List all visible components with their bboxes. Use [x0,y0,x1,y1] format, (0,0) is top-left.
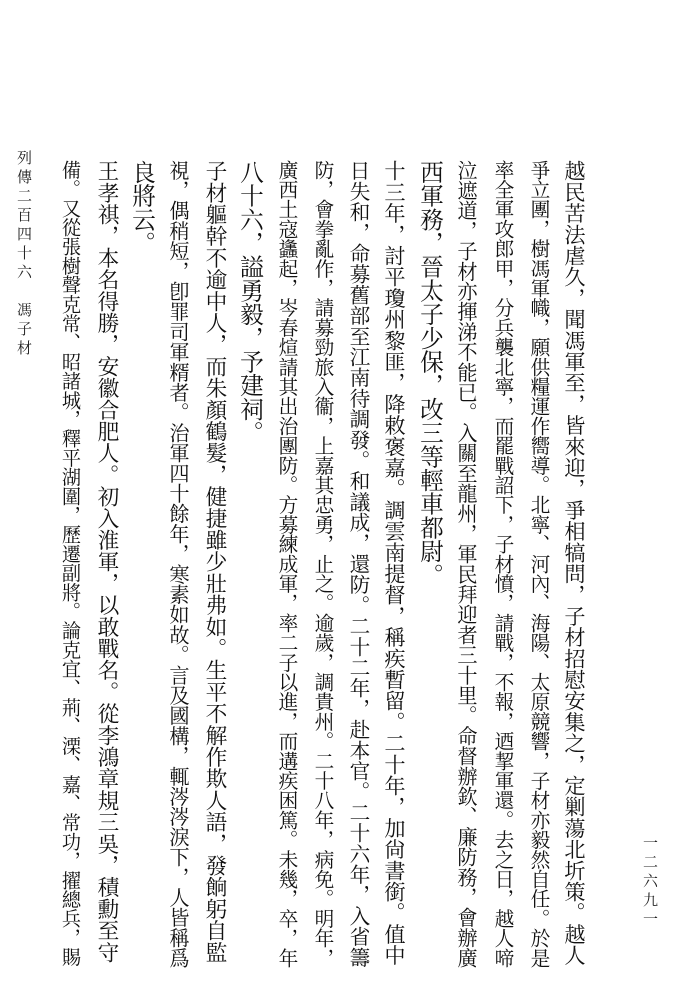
text-column-15: 備。又從張樹聲克常、昭諸城，釋平湖圍，歷遷副將。論克宜、荊、溧、嘉、常功，擢總兵，賜 [59,160,82,967]
running-title: 列傳二百四十六 馮子材 [15,150,33,359]
text-column-12: 視，偶稍短，卽罪司軍糈者。治軍四十餘年，寒素如故。言及國構，輒涔涔淚下，人皆稱爲 [166,160,190,968]
text-column-4: 泣遮道，子材亦揮涕不能已。入關至龍州，軍民拜迎者三十里。命督辦欽、廉防務，會辦廣 [454,160,478,968]
text-column-11: 子材軀幹不逾中人，而朱顏鶴髮，健捷雖少壯弗如。生平不解作欺人語，發餉躬自監 [202,160,227,963]
text-column-14: 王孝祺，本名得勝，安徽合肥人。初入淮軍，以敢戰名。從李鴻章規三吳，積勳至守 [94,160,119,963]
text-column-2: 爭立團，樹馮軍幟，願供糧運作嚮導。北寧、河內、海陽、太原競響，子材亦毅然自任。於是 [527,160,550,968]
text-column-3: 率全軍攻郎甲，分兵襲北寧，而罷戰詔下，子材憤，請戰，不報，迺挈軍還。去之日，越人啼 [491,160,514,968]
text-column-5: 西軍務，晉太子少保，改三等輕車都尉。 [416,160,444,587]
text-column-10: 八十六，謚勇毅，予建祠。 [236,160,264,445]
page-number: 一二六九一 [641,835,659,930]
text-column-6: 十三年，討平瓊州黎匪，降敕褒嘉。調雲南提督，稱疾暫留。二十年，加尙書銜。值中 [382,160,407,966]
text-column-8: 防，會拳亂作，請募勁旅入衞，上嘉其忠勇，止之。逾歲，調貴州。二十八年，病免。明年， [311,160,334,968]
text-column-9: 廣西土寇蠭起，岑春煊請其出治團防。方募練成軍，率二子以進，而遘疾困篤。未幾，卒，年 [275,160,298,968]
text-column-1: 越民苦法虐久，聞馮軍至，皆來迎，爭相犒問，子材招慰安集之，定剿蕩北圻策。越人 [562,160,587,966]
text-column-13: 良將云。 [128,160,156,255]
text-column-7: 日失和，命募舊部至江南待調發。和議成，還防。二十二年，赴本官。二十六年，入省籌 [346,160,370,968]
